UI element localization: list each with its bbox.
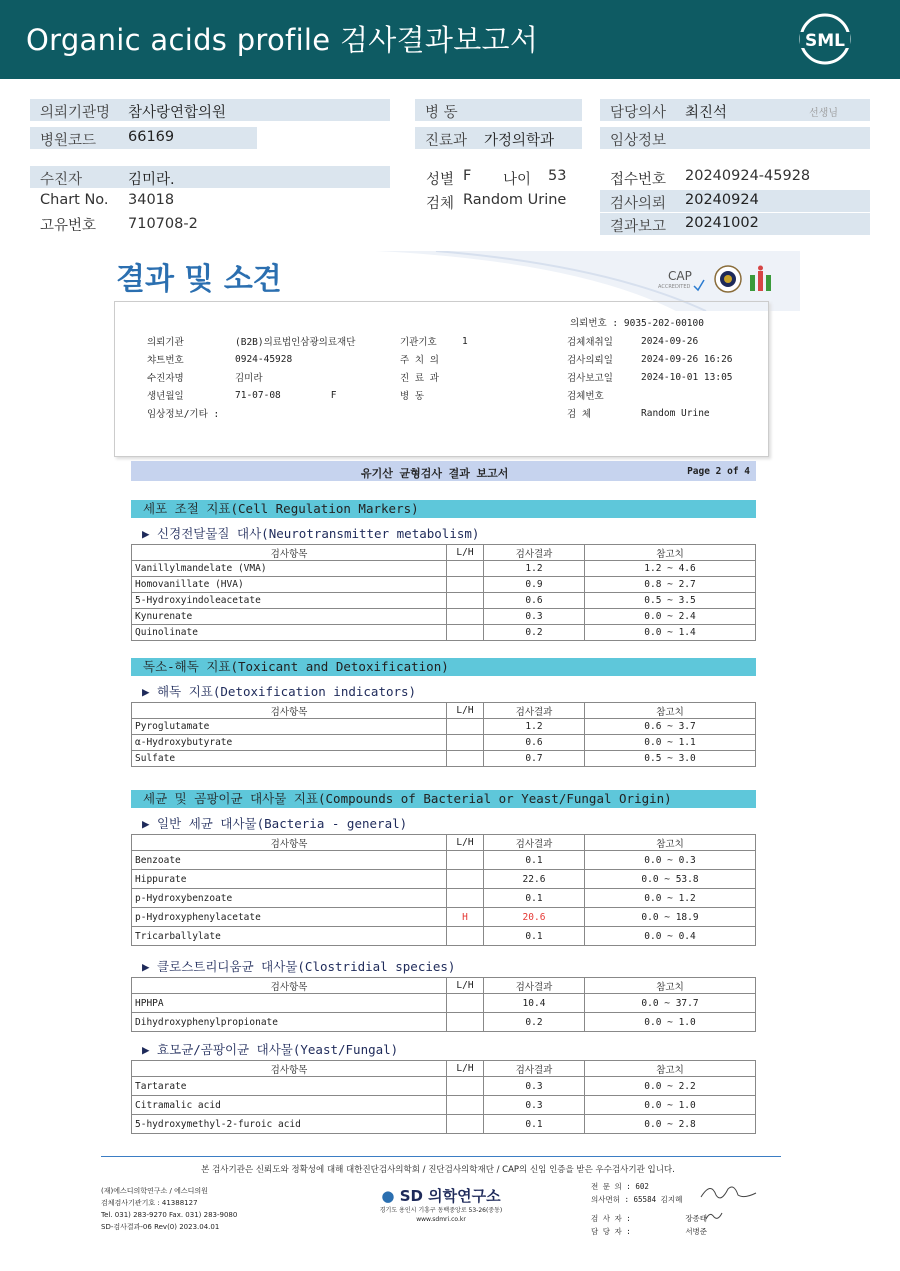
subsection-title: ▶ 신경전달물질 대사(Neurotransmitter metabolism) — [142, 526, 480, 541]
info-label: 챠트번호 — [147, 355, 184, 366]
subsection-title: ▶ 일반 세균 대사물(Bacteria - general) — [142, 816, 408, 831]
info-label: 수진자명 — [147, 373, 184, 384]
cell-lh — [447, 561, 484, 577]
cell-ref: 0.6 ~ 3.7 — [585, 719, 756, 735]
column-header-item: 검사항목 — [132, 545, 447, 561]
cell-result: 0.2 — [484, 625, 585, 641]
column-header-item: 검사항목 — [132, 978, 447, 994]
hospital-code-value: 66169 — [128, 129, 175, 145]
info-value: 2024-09-26 — [641, 335, 699, 347]
cell-lh — [447, 927, 484, 946]
table-row — [132, 1013, 756, 1032]
cell-result: 0.3 — [484, 609, 585, 625]
request-date-value: 20240924 — [685, 192, 759, 208]
doctor-value: 최진석 — [685, 105, 728, 121]
signature-mark-small — [704, 1209, 724, 1223]
table-row — [132, 851, 756, 870]
footer-left-line: SD-검사결과-06 Rev(0) 2023.04.01 — [101, 1223, 220, 1231]
table-header-row — [132, 545, 756, 561]
table-row — [132, 735, 756, 751]
column-header-result: 검사결과 — [484, 1061, 585, 1077]
tester-label: 검 사 자 : — [591, 1214, 631, 1223]
ward-field — [415, 99, 582, 121]
results-table — [131, 544, 756, 641]
info-value: 2024-09-26 16:26 — [641, 353, 733, 365]
doctor-label: 담당의사 — [610, 105, 667, 121]
column-header-ref: 참고치 — [585, 1061, 756, 1077]
info-label: 검체번호 — [567, 391, 604, 402]
lab-name — [376, 1185, 506, 1206]
department-value: 가정의학과 — [484, 133, 555, 149]
subsection-title: ▶ 효모균/곰팡이균 대사물(Yeast/Fungal) — [142, 1042, 399, 1057]
table-row — [132, 561, 756, 577]
info-value — [458, 386, 563, 404]
info-value — [458, 368, 563, 386]
age-label: 나이 — [503, 172, 532, 188]
report-date-label: 결과보고 — [610, 219, 667, 235]
info-row — [143, 404, 752, 422]
lab-website: www.sdmri.co.kr — [416, 1216, 466, 1223]
info-value: 김미라 — [235, 373, 263, 384]
column-header-item: 검사항목 — [132, 835, 447, 851]
report-title-bar — [131, 461, 756, 481]
report-date-field — [600, 213, 870, 235]
cell-result: 0.9 — [484, 577, 585, 593]
column-header-item: 검사항목 — [132, 703, 447, 719]
cell-lh — [447, 577, 484, 593]
info-label: 검체채취일 — [567, 337, 613, 348]
table-row — [132, 1096, 756, 1115]
cell-item: Sulfate — [132, 751, 447, 767]
cell-item: Tricarballylate — [132, 927, 447, 946]
cell-lh — [447, 889, 484, 908]
department-field — [415, 127, 582, 149]
results-table — [131, 977, 756, 1032]
table-header-row — [132, 978, 756, 994]
cell-item: Benzoate — [132, 851, 447, 870]
table-row — [132, 1077, 756, 1096]
patient-value: 김미라. — [128, 172, 175, 188]
info-value — [458, 350, 563, 368]
cell-result: 0.1 — [484, 927, 585, 946]
column-header-result: 검사결과 — [484, 835, 585, 851]
cell-lh — [447, 1013, 484, 1032]
cell-item: Citramalic acid — [132, 1096, 447, 1115]
cell-lh — [447, 625, 484, 641]
column-header-ref: 참고치 — [585, 545, 756, 561]
sex-label: 성별 — [426, 172, 455, 188]
info-label: 의뢰기관 — [147, 337, 184, 348]
signature-mark — [696, 1179, 766, 1205]
subsection-title: ▶ 해독 지표(Detoxification indicators) — [142, 684, 417, 699]
cell-result: 0.3 — [484, 1077, 585, 1096]
results-table — [131, 834, 756, 946]
cell-ref: 0.0 ~ 1.2 — [585, 889, 756, 908]
request-no-value: 9035-202-00100 — [623, 318, 704, 329]
table-row — [132, 719, 756, 735]
column-header-result: 검사결과 — [484, 978, 585, 994]
cell-item: p-Hydroxybenzoate — [132, 889, 447, 908]
lab-address: 경기도 용인시 기흥구 동백중앙로 53-26(중동) — [379, 1207, 503, 1214]
table-row — [132, 927, 756, 946]
table-row — [132, 751, 756, 767]
unique-no-label: 고유번호 — [40, 218, 97, 234]
cell-ref: 0.0 ~ 1.0 — [585, 1013, 756, 1032]
cell-item: α-Hydroxybutyrate — [132, 735, 447, 751]
info-value: 1 — [462, 335, 468, 347]
document-title: 결과 및 소견 — [116, 262, 282, 297]
info-label — [396, 404, 458, 422]
cell-lh — [447, 735, 484, 751]
request-no-label: 의뢰번호 : — [570, 318, 619, 329]
birthdate-value: 71-07-08 — [235, 389, 281, 401]
report-document — [76, 251, 800, 1266]
request-no-line — [570, 315, 704, 329]
ward-label: 병 동 — [425, 105, 458, 121]
clinical-info-field — [600, 127, 870, 149]
cell-ref: 0.8 ~ 2.7 — [585, 577, 756, 593]
cap-sub-text: ACCREDITED — [658, 284, 691, 290]
footer-divider — [101, 1156, 781, 1157]
top-banner — [0, 0, 900, 79]
section-header: 세균 및 곰팡이균 대사물 지표(Compounds of Bacterial or Yeast/Fungal Origin) — [131, 790, 756, 808]
cell-item: Hippurate — [132, 870, 447, 889]
cell-ref: 0.0 ~ 53.8 — [585, 870, 756, 889]
column-header-item: 검사항목 — [132, 1061, 447, 1077]
cell-result: 0.1 — [484, 889, 585, 908]
cell-result: 1.2 — [484, 719, 585, 735]
cell-result: 0.6 — [484, 593, 585, 609]
info-row — [143, 368, 752, 386]
info-label: 생년월일 — [147, 391, 184, 402]
manager-value: 서병준 — [685, 1227, 708, 1236]
request-info-table — [143, 332, 752, 422]
info-label: 검사의뢰일 — [567, 355, 613, 366]
cell-result: 22.6 — [484, 870, 585, 889]
cell-ref: 0.0 ~ 1.4 — [585, 625, 756, 641]
institution-value: 참사랑연합의원 — [128, 105, 227, 121]
report-date-value: 20241002 — [685, 215, 759, 231]
specimen-label: 검체 — [426, 196, 455, 212]
request-date-field — [600, 190, 870, 212]
cell-lh — [447, 609, 484, 625]
column-header-lh: L/H — [447, 978, 484, 994]
table-header-row — [132, 1061, 756, 1077]
info-label: 임상정보/기타 : — [147, 409, 220, 420]
cell-result: 10.4 — [484, 994, 585, 1013]
sd-lab-logo — [376, 1185, 506, 1224]
patient-label: 수진자 — [40, 172, 83, 188]
info-label: 진 료 과 — [400, 373, 439, 384]
info-value: 2024-10-01 13:05 — [641, 371, 733, 383]
cell-lh — [447, 851, 484, 870]
sd-logo-icon: ● — [381, 1187, 395, 1205]
cap-accredited-icon — [654, 266, 706, 292]
info-row — [143, 350, 752, 368]
cell-ref: 0.0 ~ 18.9 — [585, 908, 756, 927]
license-label: 의사면허 : — [591, 1195, 630, 1204]
column-header-lh: L/H — [447, 703, 484, 719]
chart-no-label: Chart No. — [40, 192, 109, 208]
column-header-ref: 참고치 — [585, 978, 756, 994]
cell-ref: 0.0 ~ 1.1 — [585, 735, 756, 751]
cell-item: Pyroglutamate — [132, 719, 447, 735]
info-label: 기관기호 — [400, 337, 437, 348]
info-value: Random Urine — [641, 407, 710, 419]
column-header-lh: L/H — [447, 1061, 484, 1077]
report-title: 유기산 균형검사 결과 보고서 — [361, 467, 509, 480]
info-value — [231, 386, 396, 404]
info-label: 검사보고일 — [567, 373, 613, 384]
emblem-seal-icon — [714, 265, 742, 293]
table-row — [132, 577, 756, 593]
cell-item: Quinolinate — [132, 625, 447, 641]
cell-ref: 0.5 ~ 3.5 — [585, 593, 756, 609]
cell-item: p-Hydroxyphenylacetate — [132, 908, 447, 927]
cell-item: 5-hydroxymethyl-2-furoic acid — [132, 1115, 447, 1134]
license-value: 65584 김지혜 — [633, 1195, 683, 1204]
cell-lh — [447, 994, 484, 1013]
cell-lh — [447, 593, 484, 609]
footer-left-line: Tel. 031) 283-9270 Fax. 031) 283-9080 — [101, 1211, 238, 1219]
cell-lh — [447, 1096, 484, 1115]
cell-lh: H — [447, 908, 484, 927]
info-row — [143, 332, 752, 350]
section-header: 독소-해독 지표(Toxicant and Detoxification) — [131, 658, 756, 676]
department-label: 진료과 — [425, 133, 468, 149]
cell-lh — [447, 870, 484, 889]
footer-left-info — [101, 1185, 237, 1233]
cell-result: 20.6 — [484, 908, 585, 927]
table-row — [132, 908, 756, 927]
info-value — [458, 404, 563, 422]
cell-ref: 0.0 ~ 2.8 — [585, 1115, 756, 1134]
cell-item: Dihydroxyphenylpropionate — [132, 1013, 447, 1032]
cell-result: 0.7 — [484, 751, 585, 767]
sml-logo-icon — [798, 12, 852, 66]
info-value: (B2B)의료법인삼광의료재단 — [235, 337, 356, 348]
table-row — [132, 994, 756, 1013]
cell-ref: 0.5 ~ 3.0 — [585, 751, 756, 767]
cell-result: 0.1 — [484, 851, 585, 870]
manager-label: 담 당 자 : — [591, 1227, 631, 1236]
specialist-label: 전 문 의 : — [591, 1182, 631, 1191]
info-value: 0924-45928 — [235, 353, 293, 365]
hospital-code-label: 병원코드 — [40, 133, 97, 149]
cell-item: Vanillylmandelate (VMA) — [132, 561, 447, 577]
column-header-lh: L/H — [447, 835, 484, 851]
cell-lh — [447, 1077, 484, 1096]
info-label: 주 치 의 — [400, 355, 439, 366]
cell-lh — [447, 719, 484, 735]
doctor-field — [600, 99, 870, 121]
info-row — [143, 386, 752, 404]
specialist-value: 602 — [635, 1182, 649, 1191]
table-row — [132, 593, 756, 609]
column-header-result: 검사결과 — [484, 703, 585, 719]
cell-item: Homovanillate (HVA) — [132, 577, 447, 593]
table-row — [132, 625, 756, 641]
footer-left-line: (재)에스디의학연구소 / 에스디의원 — [101, 1187, 208, 1195]
table-header-row — [132, 835, 756, 851]
lab-name-text: SD 의학연구소 — [399, 1187, 501, 1205]
cell-result: 0.2 — [484, 1013, 585, 1032]
cap-text: CAP — [668, 269, 692, 283]
institution-field — [30, 99, 390, 121]
info-value — [637, 386, 752, 404]
column-header-lh: L/H — [447, 545, 484, 561]
column-header-ref: 참고치 — [585, 703, 756, 719]
certification-note: 본 검사기관은 신뢰도와 정확성에 대해 대한진단검사의학회 / 진단검사의학재단 / CAP의 신임 인증을 받은 우수검사기관 입니다. — [201, 1165, 675, 1175]
sex-value: F — [463, 168, 472, 184]
chart-no-value: 34018 — [128, 192, 175, 208]
table-row — [132, 870, 756, 889]
page-title: Organic acids profile 검사결과보고서 — [26, 23, 539, 57]
age-value: 53 — [548, 168, 567, 184]
unique-no-value: 710708-2 — [128, 216, 198, 232]
specimen-value: Random Urine — [463, 192, 567, 208]
column-header-result: 검사결과 — [484, 545, 585, 561]
table-header-row — [132, 703, 756, 719]
hospital-code-field — [30, 127, 257, 149]
clinical-info-label: 임상정보 — [610, 133, 667, 149]
patient-field — [30, 166, 390, 188]
cell-result: 1.2 — [484, 561, 585, 577]
request-info-box — [114, 301, 769, 457]
cell-ref: 0.0 ~ 2.4 — [585, 609, 756, 625]
institution-label: 의뢰기관명 — [40, 105, 111, 121]
subsection-title: ▶ 클로스트리디움균 대사물(Clostridial species) — [142, 959, 456, 974]
results-table — [131, 1060, 756, 1134]
doctor-suffix: 선생님 — [809, 108, 838, 119]
table-row — [132, 1115, 756, 1134]
cell-ref: 0.0 ~ 2.2 — [585, 1077, 756, 1096]
info-label: 병 동 — [400, 391, 425, 402]
logo-text: SML — [805, 31, 845, 51]
cell-ref: 0.0 ~ 37.7 — [585, 994, 756, 1013]
cell-ref: 0.0 ~ 0.3 — [585, 851, 756, 870]
cell-ref: 0.0 ~ 0.4 — [585, 927, 756, 946]
table-row — [132, 609, 756, 625]
cell-lh — [447, 751, 484, 767]
lab-emblem-icon — [748, 265, 774, 293]
cell-result: 0.1 — [484, 1115, 585, 1134]
footer-left-line: 검체검사기관기호 : 41388127 — [101, 1199, 198, 1207]
column-header-ref: 참고치 — [585, 835, 756, 851]
tester-value: 장종태 — [685, 1214, 708, 1223]
table-row — [132, 889, 756, 908]
cell-result: 0.3 — [484, 1096, 585, 1115]
sex-value: F — [330, 389, 337, 401]
section-header: 세포 조절 지표(Cell Regulation Markers) — [131, 500, 756, 518]
page-indicator: Page 2 of 4 — [687, 466, 750, 477]
cell-item: Kynurenate — [132, 609, 447, 625]
cell-item: Tartarate — [132, 1077, 447, 1096]
receipt-no-value: 20240924-45928 — [685, 168, 811, 184]
cell-ref: 0.0 ~ 1.0 — [585, 1096, 756, 1115]
cell-item: 5-Hydroxyindoleacetate — [132, 593, 447, 609]
cell-ref: 1.2 ~ 4.6 — [585, 561, 756, 577]
footer-signatures — [591, 1180, 707, 1238]
results-table — [131, 702, 756, 767]
info-label: 검 체 — [567, 409, 592, 420]
receipt-no-label: 접수번호 — [610, 172, 667, 188]
info-value — [231, 404, 396, 422]
cell-lh — [447, 1115, 484, 1134]
request-date-label: 검사의뢰 — [610, 196, 667, 212]
cell-result: 0.6 — [484, 735, 585, 751]
cell-item: HPHPA — [132, 994, 447, 1013]
